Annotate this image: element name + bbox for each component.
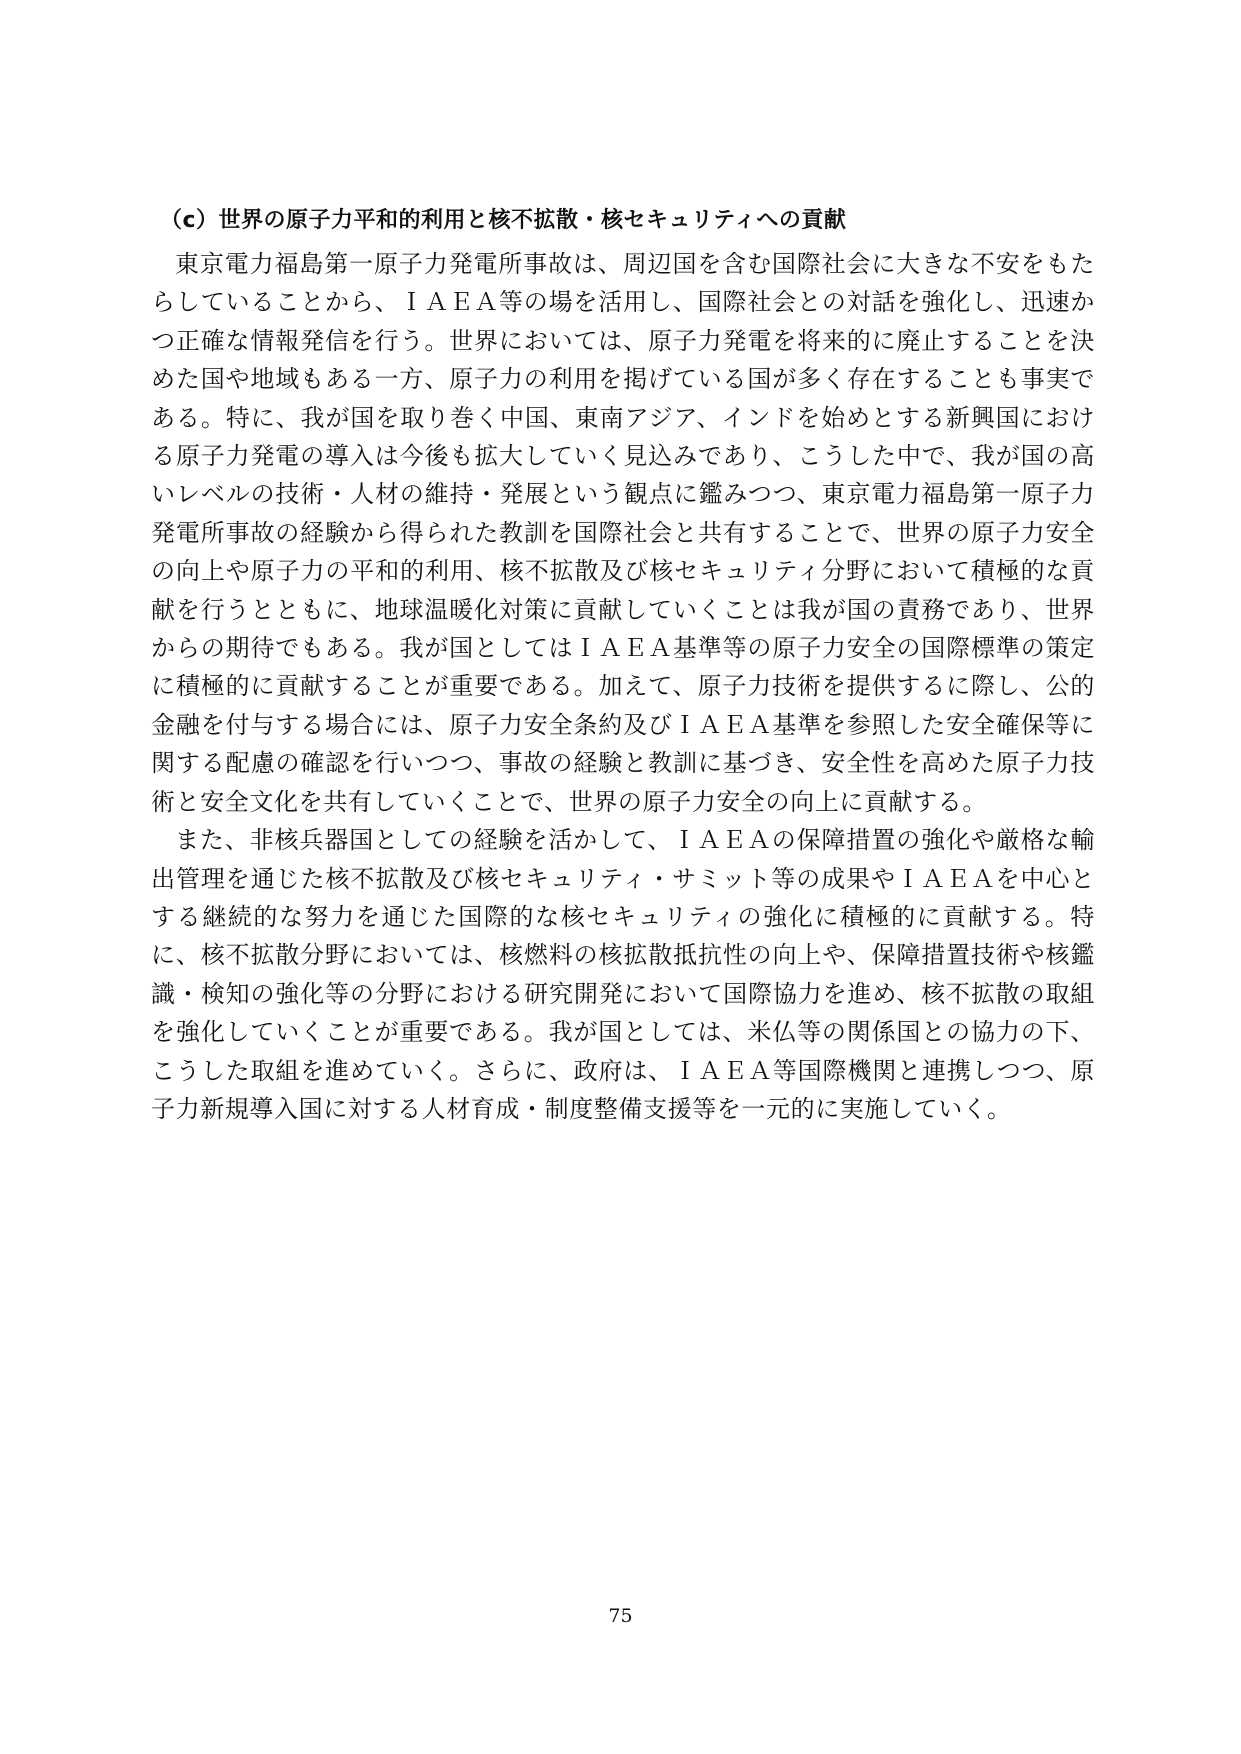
paragraph: 東京電力福島第一原子力発電所事故は、周辺国を含む国際社会に大きな不安をもたらしていることから、ＩＡＥＡ等の場を活用し、国際社会との対話を強化し、迅速かつ正確な情報発信を行う。世界においては、原子力発電を将来的に廃止することを決めた国や地域もある一方、原子力の利用を掲げている国が多く存在することも事実である。特に、我が国を取り巻く中国、東南アジア、インドを始めとする新興国における原子力発電の導入は今後も拡大していく見込みであり、こうした中で、我が国の高いレベルの技術・人材の維持・発展という観点に鑑みつつ、東京電力福島第一原子力発電所事故の経験から得られた教訓を国際社会と共有することで、世界の原子力安全の向上や原子力の平和的利用、核不拡散及び核セキュリティ分野において積極的な貢献を行うとともに、地球温暖化対策に貢献していくことは我が国の責務であり、世界からの期待でもある。我が国としてはＩＡＥＡ基準等の原子力安全の国際標準の策定に積極的に貢献することが重要である。加えて、原子力技術を提供するに際し、公的金融を付与する場合には、原子力安全条約及びＩＡＥＡ基準を参照した安全確保等に関する配慮の確認を行いつつ、事故の経験と教訓に基づき、安全性を高めた原子力技術と安全文化を共有していくことで、世界の原子力安全の向上に貢献する。 [151, 250, 1095, 816]
section-heading: （c）世界の原子力平和的利用と核不拡散・核セキュリティへの貢献 [160, 208, 847, 233]
paragraph: また、非核兵器国としての経験を活かして、ＩＡＥＡの保障措置の強化や厳格な輸出管理を通じた核不拡散及び核セキュリティ・サミット等の成果やＩＡＥＡを中心とする継続的な努力を通じた国際的な核セキュリティの強化に積極的に貢献する。特に、核不拡散分野においては、核燃料の核拡散抵抗性の向上や、保障措置技術や核鑑識・検知の強化等の分野における研究開発において国際協力を進め、核不拡散の取組を強化していくことが重要である。我が国としては、米仏等の関係国との協力の下、こうした取組を進めていく。さらに、政府は、ＩＡＥＡ等国際機関と連携しつつ、原子力新規導入国に対する人材育成・制度整備支援等を一元的に実施していく。 [151, 826, 1095, 1123]
section-body [151, 245, 1095, 1128]
page-number: 75 [608, 1605, 633, 1627]
